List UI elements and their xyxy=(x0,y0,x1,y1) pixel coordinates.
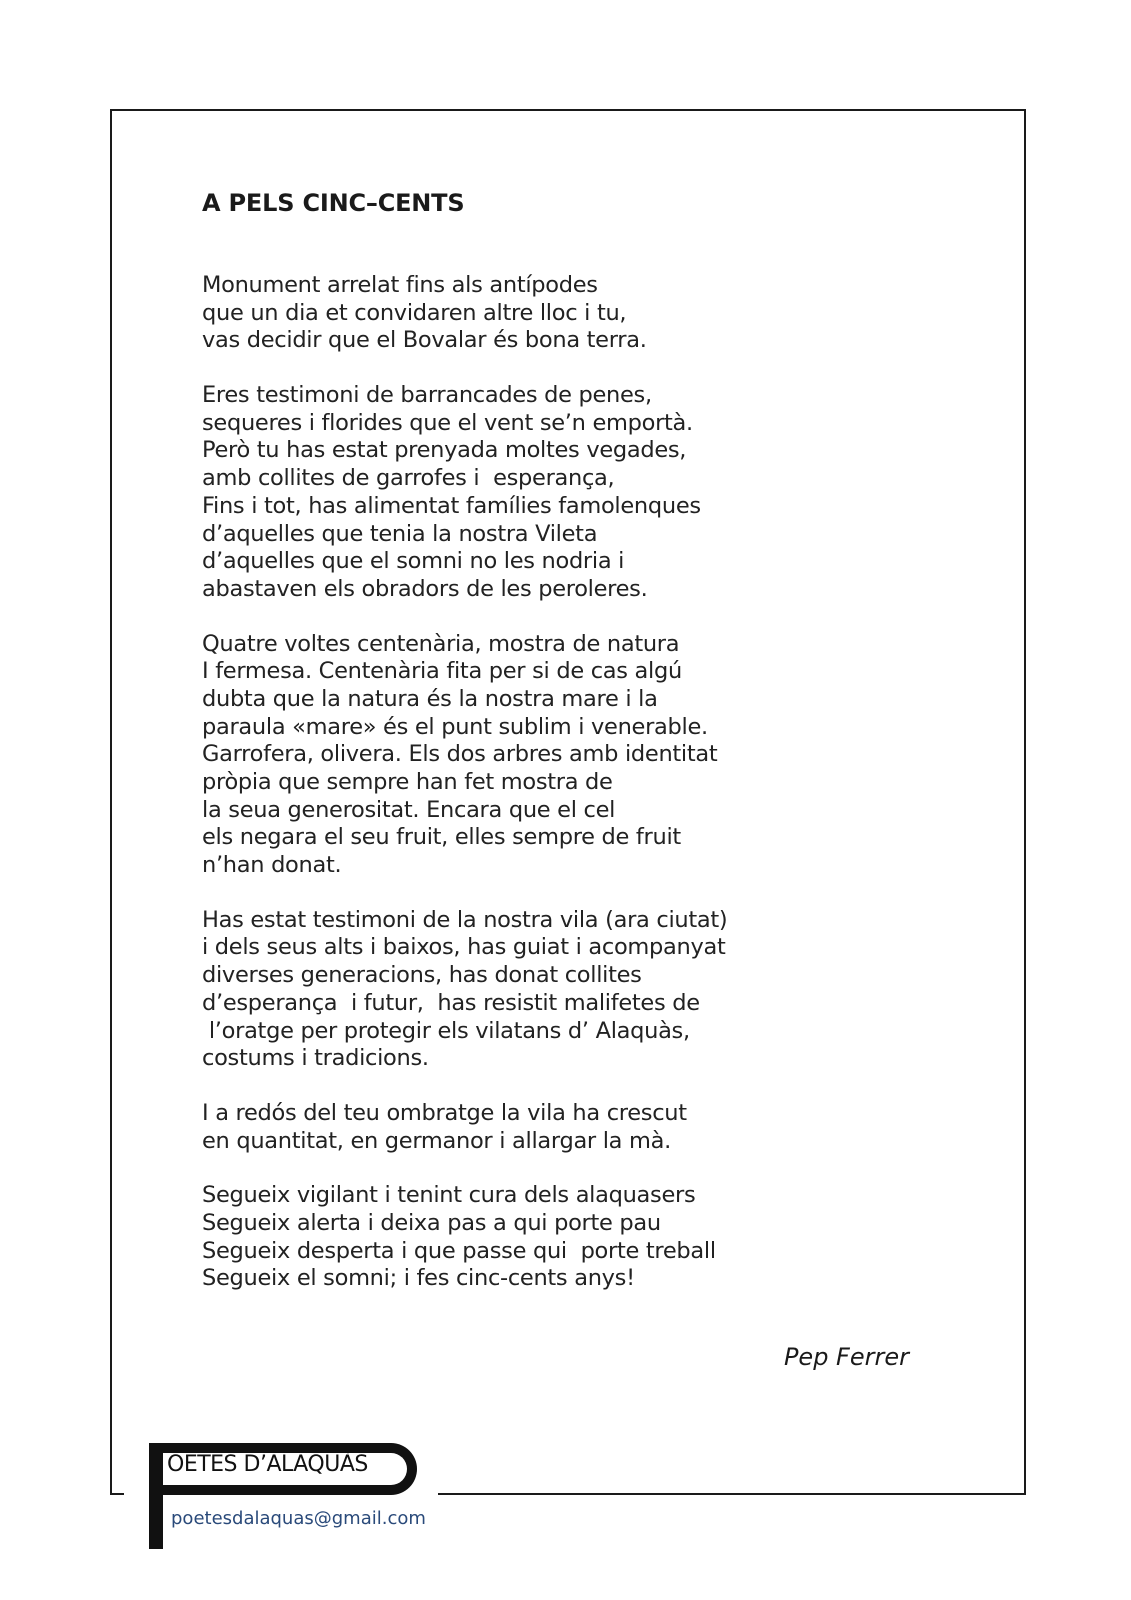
poem-line: sequeres i florides que el vent se’n emportà. xyxy=(202,409,693,436)
poem-line: abastaven els obradors de les peroleres. xyxy=(202,575,648,602)
stanza xyxy=(202,272,962,355)
frame-bottom-left-segment xyxy=(110,1493,124,1495)
poem-line: dubta que la natura és la nostra mare i la xyxy=(202,685,658,712)
poem-line: Garrofera, olivera. Els dos arbres amb identitat xyxy=(202,741,718,768)
poem-line: que un dia et convidaren altre lloc i tu, xyxy=(202,299,627,326)
poem-title: A PELS CINC–CENTS xyxy=(202,189,465,217)
poem-line: Monument arrelat fins als antípodes xyxy=(202,272,598,298)
poem-line: d’aquelles que el somni no les nodria i xyxy=(202,548,625,575)
poem-line: i dels seus alts i baixos, has guiat i acompanyat xyxy=(202,934,726,961)
stanza xyxy=(202,631,962,880)
poem-author: Pep Ferrer xyxy=(783,1343,909,1371)
poem-line: Segueix el somni; i fes cinc-cents anys! xyxy=(202,1265,635,1292)
email-link[interactable]: poetesdalaquas@gmail.com xyxy=(171,1508,426,1529)
poem-line: diverses generacions, has donat collites xyxy=(202,962,642,989)
stanza xyxy=(202,1182,962,1293)
poem-line: Segueix desperta i que passe qui porte treball xyxy=(202,1237,716,1264)
poem-body xyxy=(202,272,962,1320)
poem-line: costums i tradicions. xyxy=(202,1045,429,1072)
stanza xyxy=(202,1100,962,1155)
poem-line: Segueix alerta i deixa pas a qui porte pau xyxy=(202,1209,661,1236)
logo-text: OETES D’ALAQUÀS xyxy=(167,1452,368,1477)
poem-line: I a redós del teu ombratge la vila ha crescut xyxy=(202,1099,687,1126)
poem-line: I fermesa. Centenària fita per si de cas algú xyxy=(202,658,682,685)
poem-line: pròpia que sempre han fet mostra de xyxy=(202,769,613,795)
poem-line: n’han donat. xyxy=(202,852,342,879)
poem-line: Fins i tot, has alimentat famílies famolenques xyxy=(202,492,701,519)
poem-line: vas decidir que el Bovalar és bona terra. xyxy=(202,327,647,354)
stanza xyxy=(202,907,962,1073)
frame-bottom-right-segment xyxy=(438,1493,1026,1495)
poem-line: la seua generositat. Encara que el cel xyxy=(202,796,616,823)
poem-line: els negara el seu fruit, elles sempre de fruit xyxy=(202,824,681,851)
poem-line: l’oratge per protegir els vilatans d’ Alaquàs, xyxy=(202,1017,690,1044)
poem-line: amb collites de garrofes i esperança, xyxy=(202,465,615,492)
poetes-logo xyxy=(149,1443,439,1553)
logo-p-stem xyxy=(149,1443,163,1549)
poem-line: Eres testimoni de barrancades de penes, xyxy=(202,382,652,409)
poem-line: Segueix vigilant i tenint cura dels alaquasers xyxy=(202,1182,696,1209)
poem-line: en quantitat, en germanor i allargar la mà. xyxy=(202,1127,671,1154)
poem-line: d’aquelles que tenia la nostra Vileta xyxy=(202,520,598,547)
stanza xyxy=(202,382,962,604)
poem-line: Has estat testimoni de la nostra vila (ara ciutat) xyxy=(202,906,728,933)
poem-line: d’esperança i futur, has resistit malifetes de xyxy=(202,989,700,1016)
poem-line: paraula «mare» és el punt sublim i venerable. xyxy=(202,713,708,740)
poem-line: Quatre voltes centenària, mostra de natura xyxy=(202,630,680,657)
poem-line: Però tu has estat prenyada moltes vegades, xyxy=(202,437,687,464)
